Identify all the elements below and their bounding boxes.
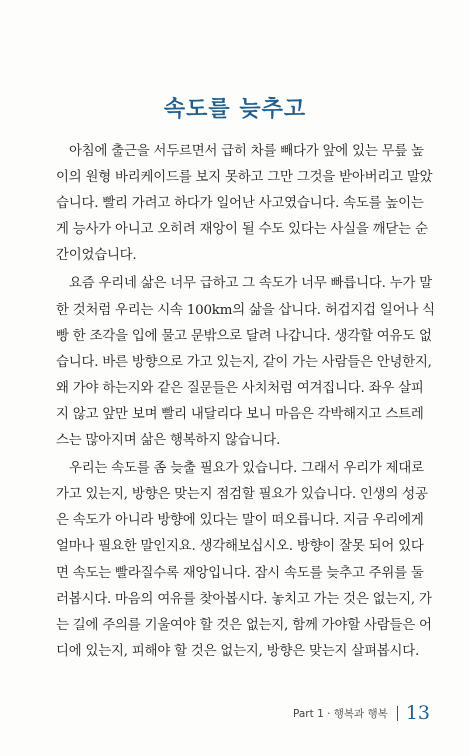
text-line: 한 것처럼 우리는 시속 100km의 삶을 삽니다. 허겁지겁 일어나 식 bbox=[56, 302, 435, 318]
text-line: 이의 원형 바리케이드를 보지 못하고 그만 그것을 받아버리고 말았 bbox=[56, 170, 433, 186]
text-line: 러봅시다. 마음의 여유를 찾아봅시다. 놓치고 가는 것은 없는지, 가 bbox=[56, 591, 432, 607]
text-line: 우리는 속도를 좀 늦출 필요가 있습니다. 그래서 우리가 제대로 bbox=[69, 461, 424, 477]
text-line: 스는 많아지며 삶은 행복하지 않습니다. bbox=[56, 433, 281, 449]
text-line: 요즘 우리네 삶은 너무 급하고 그 속도가 너무 빠릅니다. 누가 말 bbox=[69, 276, 433, 292]
paragraph bbox=[56, 271, 435, 454]
paragraph bbox=[56, 456, 432, 665]
text-line: 지 않고 앞만 보며 빨리 내달리다 보니 마음은 각박해지고 스트레 bbox=[56, 406, 424, 422]
text-line: 면 속도는 빨라질수록 재앙입니다. 잠시 속도를 늦추고 주위를 둘 bbox=[56, 565, 424, 581]
footer-section-label: Part 1 · 행복과 행복 bbox=[293, 707, 388, 720]
footer-divider bbox=[397, 706, 398, 721]
body-text bbox=[56, 139, 435, 667]
text-line: 은 속도가 아니라 방향에 있다는 말이 떠오릅니다. 지금 우리에게 bbox=[56, 513, 424, 529]
text-line: 는 길에 주의를 기울여야 할 것은 없는지, 함께 가야할 사람들은 어 bbox=[56, 617, 432, 633]
paragraph bbox=[56, 139, 433, 269]
text-line: 습니다. 바른 방향으로 가고 있는지, 같이 가는 사람들은 안녕한지, bbox=[56, 354, 432, 370]
text-line: 빵 한 조각을 입에 물고 문밖으로 달려 나갑니다. 생각할 여유도 없 bbox=[56, 328, 432, 344]
text-line: 아침에 출근을 서두르면서 급히 차를 빼다가 앞에 있는 무릎 높 bbox=[69, 144, 424, 159]
page-title: 속도를 늦추고 bbox=[163, 97, 307, 122]
text-line: 디에 있는지, 피해야 할 것은 없는지, 방향은 맞는지 살펴봅시다. bbox=[56, 643, 420, 659]
text-line: 얼마나 필요한 말인지요. 생각해보십시오. 방향이 잘못 되어 있다 bbox=[56, 539, 424, 555]
text-line: 왜 가야 하는지와 같은 질문들은 사치처럼 여겨집니다. 좌우 살피 bbox=[56, 380, 424, 396]
page-footer bbox=[293, 702, 430, 724]
text-line: 게 능사가 아니고 오히려 재앙이 될 수도 있다는 사실을 깨닫는 순 bbox=[56, 222, 428, 238]
text-line: 습니다. 빨리 가려고 하다가 일어난 사고였습니다. 속도를 높이는 bbox=[56, 196, 424, 212]
text-line: 가고 있는지, 방향은 맞는지 점검할 필요가 있습니다. 인생의 성공 bbox=[56, 487, 428, 503]
text-line: 간이었습니다. bbox=[56, 248, 137, 264]
page-number: 13 bbox=[405, 702, 430, 724]
